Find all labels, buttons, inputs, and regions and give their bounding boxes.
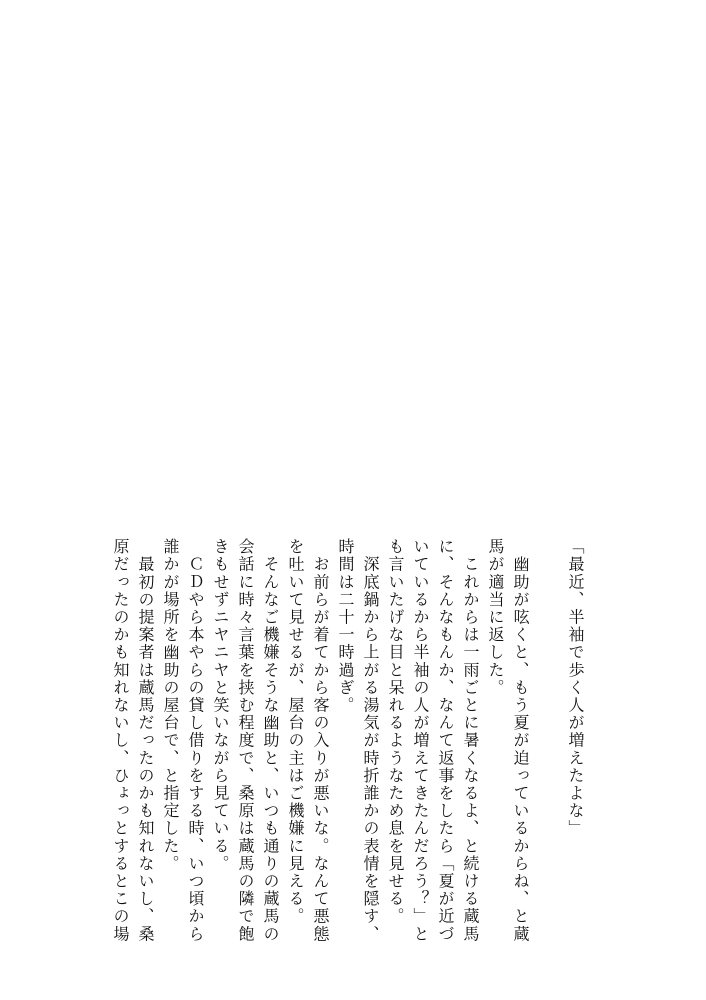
text-line: に、そんなもんか、なんて返事をしたら「夏が近づ [436,538,455,943]
text-line: お前らが着てから客の入りが悪いな。なんて悪態 [311,538,330,943]
text-line: ＣＤやら本やらの貸し借りをする時、いつ頃から [186,538,205,943]
text-line: 幽助が呟くと、もう夏が迫っているからね、と蔵 [511,538,530,943]
text-line: そんなご機嫌そうな幽助と、いつも通りの蔵馬の [261,538,280,943]
text-line: いているから半袖の人が増えてきたんだろう？」と [411,538,430,943]
text-line: 原だったのかも知れないし、ひょっとするとこの場 [111,538,130,943]
text-line: 会話に時々言葉を挟む程度で、桑原は蔵馬の隣で飽 [236,538,255,943]
text-line: これからは一雨ごとに暑くなるよ、と続ける蔵馬 [461,538,480,943]
text-line: を吐いて見せるが、屋台の主はご機嫌に見える。 [286,538,305,926]
text-line: きもせずニヤニヤと笑いながら見ている。 [211,538,230,873]
text-line: 深底鍋から上がる湯気が時折誰かの表情を隠す、 [361,538,380,943]
text-line: 「最近、半袖で歩く人が増えたよな」 [566,538,585,838]
text-line: も言いたげな目と呆れるようなため息を見せる。 [386,538,405,926]
text-line: 時間は二十一時過ぎ。 [336,538,355,714]
text-line: 誰かが場所を幽助の屋台で、と指定した。 [161,538,180,873]
vertical-text-block [108,538,588,943]
text-line: 最初の提案者は蔵馬だったのかも知れないし、桑 [136,538,155,943]
text-line: 馬が適当に返した。 [486,538,505,697]
